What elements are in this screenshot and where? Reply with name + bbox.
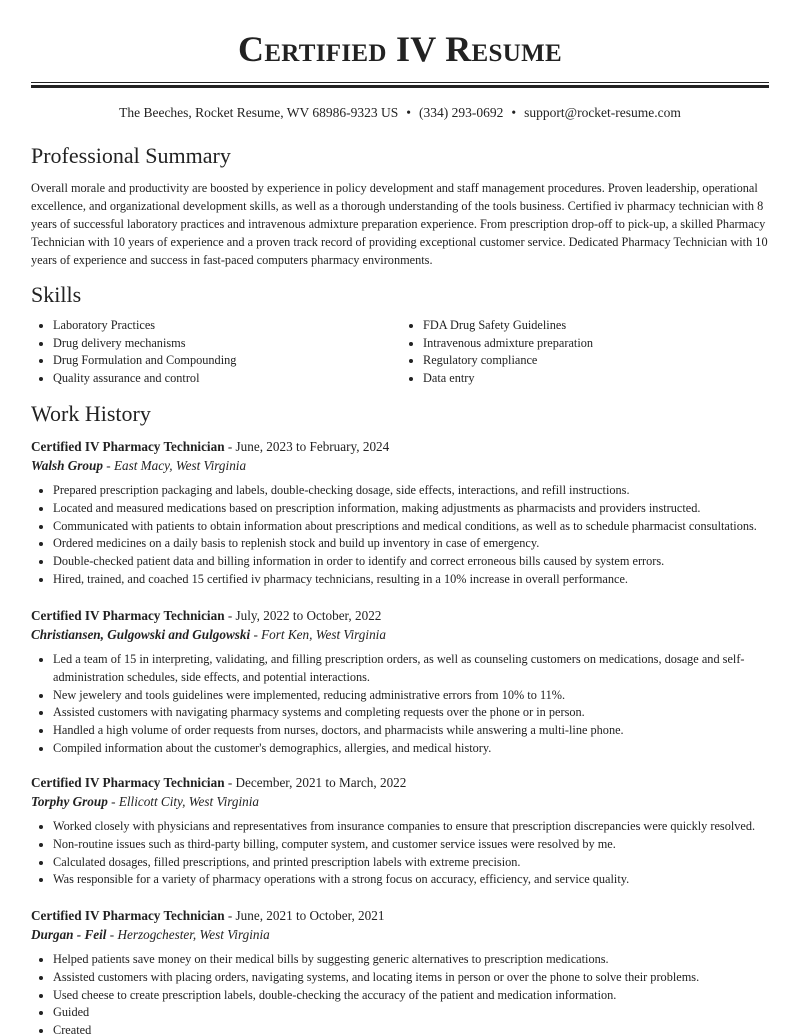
duty-item: • Located and measured medications based on prescription information, making adjustments as pharmacists and providers instructed. (53, 500, 771, 518)
duty-item: • Led a team of 15 in interpreting, validating, and filling prescription orders, as well as counseling customers on medications, dosage and self-administration schedules, side effects, and potential interactions. (53, 651, 771, 687)
work-history-heading: Work History (31, 401, 151, 426)
skill-item: • FDA Drug Safety Guidelines (423, 317, 771, 335)
employer-name: Durgan - Feil (31, 927, 107, 942)
contact-address: The Beeches, Rocket Resume, WV 68986-9323 US (119, 105, 399, 120)
job-entry (31, 906, 771, 1035)
duty-item: • Was responsible for a variety of pharmacy operations with a strong focus on accuracy, efficiency, and service quality. (53, 871, 771, 889)
contact-separator: • (511, 105, 517, 120)
job-entry (31, 606, 771, 758)
duty-item: • Prepared prescription packaging and labels, double-checking dosage, side effects, interactions, and refill instructions. (53, 482, 771, 500)
employer-location: - Herzogchester, West Virginia (106, 927, 270, 942)
skill-item: • Quality assurance and control (53, 370, 401, 388)
employer-name: Christiansen, Gulgowski and Gulgowski (31, 627, 251, 642)
employer-location: - Fort Ken, West Virginia (250, 627, 386, 642)
job-dates: - June, 2021 to October, 2021 (224, 908, 385, 923)
employer-line (31, 792, 771, 811)
job-entry (31, 437, 771, 589)
job-title: Certified IV Pharmacy Technician (31, 775, 225, 790)
duty-item: • Helped patients save money on their medical bills by suggesting generic alternatives to prescription medications. (53, 951, 771, 969)
contact-email: support@rocket-resume.com (524, 105, 681, 120)
contact-line (0, 104, 800, 122)
employer-location: - Ellicott City, West Virginia (107, 794, 259, 809)
contact-separator: • (406, 105, 412, 120)
title-divider-thin (31, 82, 769, 83)
resume-title: Certified IV Resume (238, 29, 562, 69)
duty-item: • Created (53, 1022, 771, 1035)
duty-item: • Compiled information about the customer's demographics, allergies, and medical history. (53, 740, 771, 758)
job-title-line (31, 906, 771, 925)
job-title: Certified IV Pharmacy Technician (31, 908, 225, 923)
skill-item: • Drug delivery mechanisms (53, 335, 401, 353)
job-title-line (31, 437, 771, 456)
duty-item: • New jewelery and tools guidelines were implemented, reducing administrative errors from 10% to 11%. (53, 687, 771, 705)
summary-text: Overall morale and productivity are boosted by experience in policy development and staff management procedures. Proven leadership, operational excellence, and organizational development skills, as well as a thorough understanding of the tools business. Certified iv pharmacy technician with 8 years of successful laboratory practices and intravenous admixture preparation experience. From prescription drop-off to pick-up, a skilled Pharmacy Technician with 10 years of experience and a proven track record of providing exceptional customer service. Dedicated Pharmacy Technician with 10 years of experience and success in fast-paced computers pharmacy environments. (31, 181, 768, 267)
skill-item: • Intravenous admixture preparation (423, 335, 771, 353)
skill-item: • Regulatory compliance (423, 352, 771, 370)
duty-item: • Assisted customers with navigating pharmacy systems and completing requests over the phone or in person. (53, 704, 771, 722)
skill-item: • Drug Formulation and Compounding (53, 352, 401, 370)
job-title: Certified IV Pharmacy Technician (31, 608, 225, 623)
job-duties (31, 482, 771, 589)
duty-item: • Assisted customers with placing orders, navigating systems, and locating items in person or over the phone to solve their problems. (53, 969, 771, 987)
employer-line (31, 456, 771, 475)
duty-item: • Non-routine issues such as third-party billing, computer system, and customer service issues were resolved by me. (53, 836, 771, 854)
title-divider-thick (31, 85, 769, 88)
job-duties (31, 818, 771, 889)
job-dates: - June, 2023 to February, 2024 (224, 439, 390, 454)
duty-item: • Worked closely with physicians and representatives from insurance companies to ensure that prescription discrepancies were quickly resolved. (53, 818, 771, 836)
duty-item: • Handled a high volume of order requests from nurses, doctors, and pharmacists while answering a multi-line phone. (53, 722, 771, 740)
contact-phone: (334) 293-0692 (419, 105, 504, 120)
duty-item: • Calculated dosages, filled prescriptions, and printed prescription labels with extreme precision. (53, 854, 771, 872)
skills-list (31, 317, 771, 388)
job-entry (31, 773, 771, 889)
duty-item: • Used cheese to create prescription labels, double-checking the accuracy of the patient and medication information. (53, 987, 771, 1005)
skill-item: • Data entry (423, 370, 771, 388)
job-dates: - December, 2021 to March, 2022 (224, 775, 407, 790)
job-title-line (31, 773, 771, 792)
duty-item: • Ordered medicines on a daily basis to replenish stock and build up inventory in case of emergency. (53, 535, 771, 553)
job-dates: - July, 2022 to October, 2022 (224, 608, 382, 623)
duty-item: • Hired, trained, and coached 15 certified iv pharmacy technicians, resulting in a 10% increase in overall performance. (53, 571, 771, 589)
employer-name: Torphy Group (31, 794, 108, 809)
skills-heading: Skills (31, 282, 82, 307)
employer-line (31, 925, 771, 944)
skills-column-right (401, 317, 771, 388)
summary-heading: Professional Summary (31, 143, 231, 168)
job-duties (31, 651, 771, 758)
duty-item: • Guided (53, 1004, 771, 1022)
job-duties (31, 951, 771, 1035)
skill-item: • Laboratory Practices (53, 317, 401, 335)
duty-item: • Communicated with patients to obtain information about prescriptions and medical conditions, as well as to schedule pharmacist consultations. (53, 518, 771, 536)
job-title-line (31, 606, 771, 625)
duty-item: • Double-checked patient data and billing information in order to identify and correct erroneous bills caused by system errors. (53, 553, 771, 571)
employer-location: - East Macy, West Virginia (102, 458, 247, 473)
job-title: Certified IV Pharmacy Technician (31, 439, 225, 454)
skills-column-left (31, 317, 401, 388)
employer-name: Walsh Group (31, 458, 103, 473)
employer-line (31, 625, 771, 644)
